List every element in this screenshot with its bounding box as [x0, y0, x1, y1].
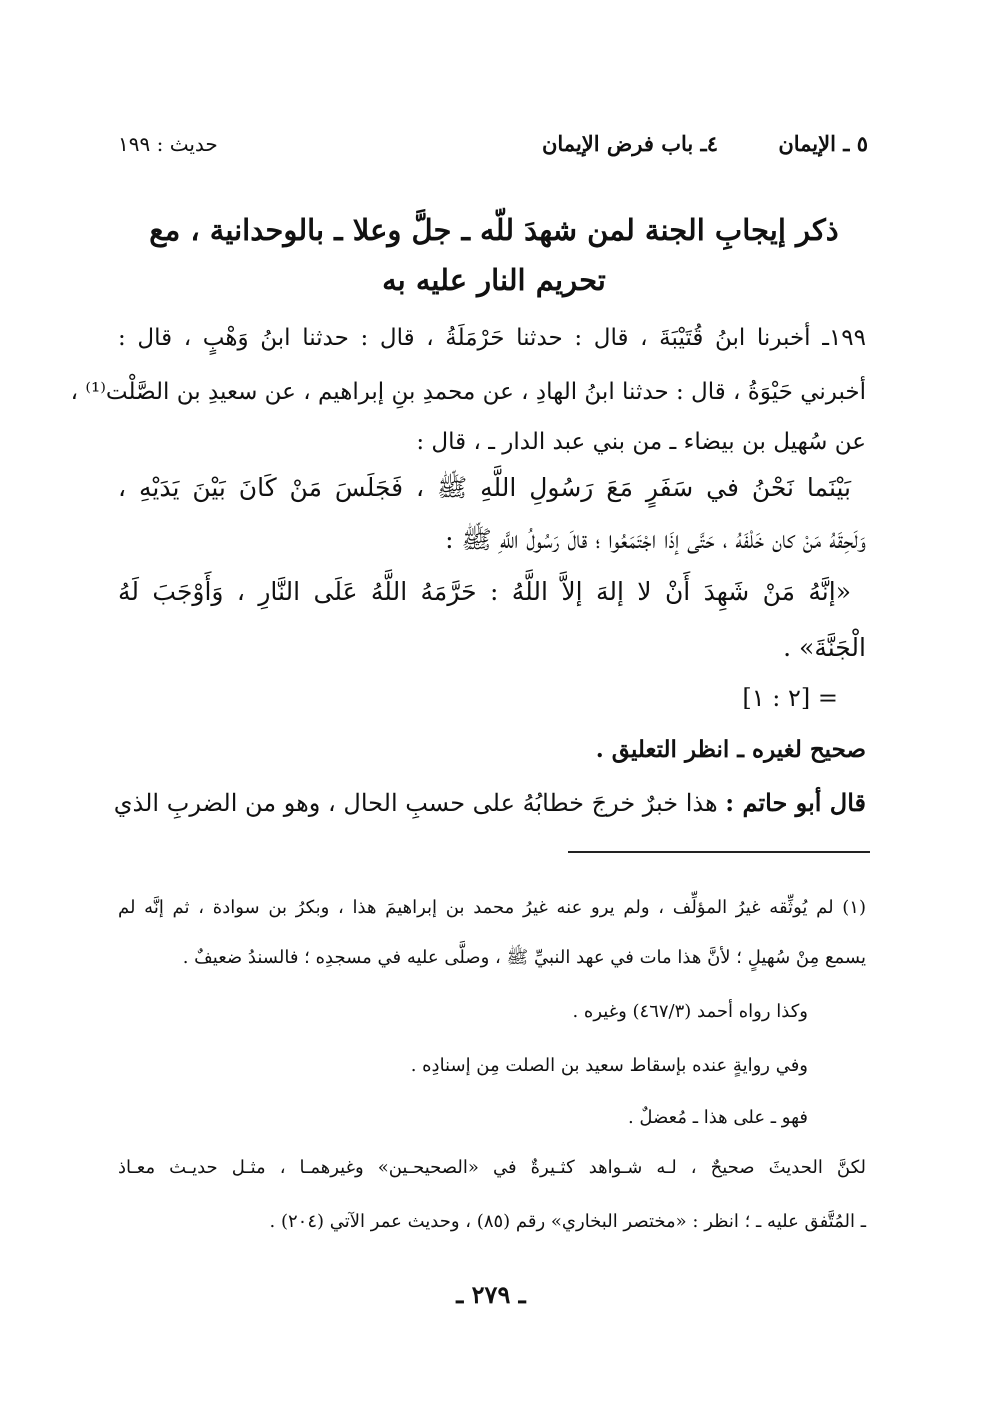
footnote-separator	[568, 851, 870, 853]
footnote-line-4: وفي روايةٍ عنده بإسقاط سعيد بن الصلت مِن إسنادِه .	[410, 1055, 808, 1076]
commentary-line	[113, 781, 866, 825]
body-line-1: ١٩٩ـ أخبرنا ابنُ قُتَيْبَةَ ، قال : حدثنا حَرْمَلَةُ ، قال : حدثنا ابنُ وَهْبٍ ، قال :	[118, 325, 866, 351]
hadith-text-line-2: وَلَحِقَهُ مَنْ كان خَلْفَهُ ، حَتَّى إذَا اجْتَمَعُوا ؛ قالَ رَسُولُ اللَّهِ ﷺ :	[445, 525, 866, 554]
running-header-chapter: ٥ ـ الإيمان	[778, 131, 868, 156]
body-line-2: أخبرني حَيْوَةُ ، قال : حدثنا ابنُ الهادِ ، عن محمدِ بنِ إبراهيم ، عن سعيدِ بن الصَّلْت⁽¹⁾ ،	[70, 379, 866, 405]
running-header-section: ٤ـ باب فرض الإيمان	[541, 131, 718, 156]
commentary-text: هذا خبرٌ خرجَ خطابُهُ على حسبِ الحال ، وهو من الضربِ الذي	[113, 789, 726, 817]
footnote-line-7: ـ المُتَّفق عليه ـ ؛ انظر : «مختصر البخاري» رقم (٨٥) ، وحديث عمر الآتي (٢٠٤) .	[269, 1211, 866, 1232]
cross-reference: [٢ : ١] =	[742, 684, 838, 712]
hadith-text-line-4: الْجَنَّةَ» .	[783, 633, 866, 662]
commentary-author: قال أبو حاتم :	[725, 788, 866, 817]
footnote-line-1: (١) لم يُوثِّقه غيرُ المؤلِّف ، ولم يرو عنه غيرُ محمد بن إبراهيمَ هذا ، وبكرُ بن سوادة ، ثم إنَّه لم	[118, 897, 866, 918]
hadith-text-line-3: «إنَّهُ مَنْ شَهِدَ أَنْ لا إلهَ إلاَّ اللَّهُ : حَرَّمَهُ اللَّهُ عَلَى النَّارِ ، وَأَوْجَبَ لَهُ	[118, 577, 851, 606]
footnote-line-3: وكذا رواه أحمد (٤٦٧/٣) وغيره .	[572, 1001, 808, 1022]
hadith-text-line-1: بَيْنَما نَحْنُ في سَفَرٍ مَعَ رَسُولِ اللَّهِ ﷺ ، فَجَلَسَ مَنْ كَانَ بَيْنَ يَدَيْهِ ،	[118, 473, 851, 502]
footnote-line-2: يسمع مِنْ سُهيلٍ ؛ لأنَّ هذا مات في عهد النبيِّ ﷺ ، وصلَّى عليه في مسجدِه ؛ فالسندُ ضعيفٌ .	[182, 947, 866, 968]
grading-note: صحيح لغيره ـ انظر التعليق .	[595, 736, 866, 763]
body-line-3: عن سُهيل بن بيضاء ـ من بني عبد الدار ـ ، قال :	[416, 429, 866, 455]
footnote-line-6: لكنَّ الحديثَ صحيحٌ ، لـه شـواهد كثـيرةٌ في «الصحيحـين» وغيرهمـا ، مثـل حديـث معـاذ	[118, 1157, 866, 1178]
chapter-title-line-1: ذكر إيجابِ الجنة لمن شهدَ للّه ـ جلَّ وعلا ـ بالوحدانية ، مع	[149, 213, 839, 247]
page-number: ـ ٢٧٩ ـ	[456, 1280, 526, 1309]
chapter-title-line-2: تحريم النار عليه به	[382, 263, 606, 297]
running-header-hadith-number: حديث : ١٩٩	[118, 132, 218, 156]
footnote-line-5: فهو ـ على هذا ـ مُعضلٌ .	[627, 1107, 808, 1128]
